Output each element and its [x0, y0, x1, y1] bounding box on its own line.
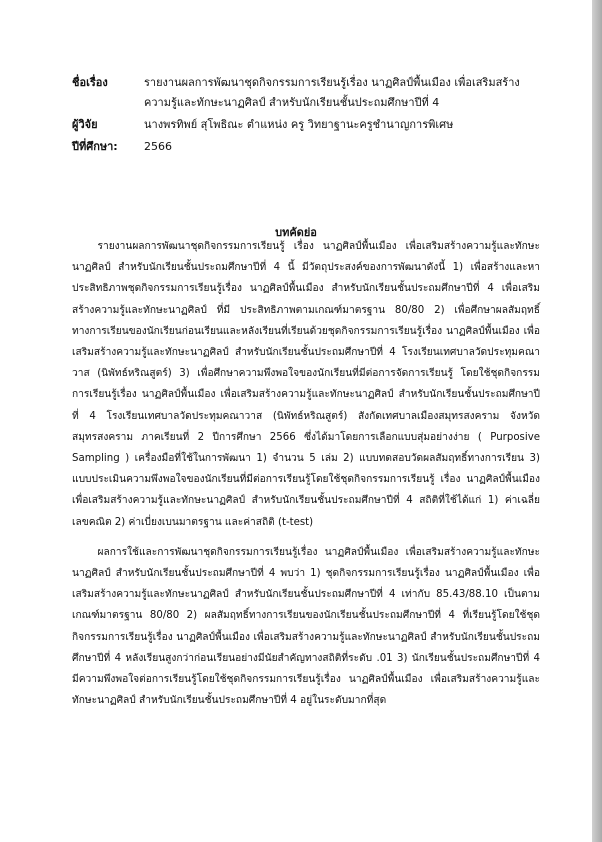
abstract-paragraph: รายงานผลการพัฒนาชุดกิจกรรมการเรียนรู้ เรื่อง นาฏศิลป์พื้นเมือง เพื่อเสริมสร้างความรู้และทักษะนาฏศิลป์ สำหรับนักเรียนชั้นประถมศึกษาปีที่ 4 นี้ มีวัตถุประสงค์ของการพัฒนาดังนี้ 1) เพื่อสร้างและหาประสิทธิภาพชุดกิจกรรมการเรียนรู้เรื่อง นาฏศิลป์พื้นเมือง สำหรับนักเรียนชั้นประถมศึกษาปีที่ 4 เพื่อเสริมสร้างความรู้และทักษะนาฏศิลป์ ที่มี ประสิทธิภาพตามเกณฑ์มาตรฐาน 80/80 2) เพื่อศึกษาผลสัมฤทธิ์ทางการเรียนของนักเรียนก่อนเรียนและหลังเรียนที่เรียนด้วยชุดกิจกรรมการเรียนรู้เรื่อง นาฏศิลป์พื้นเมือง เพื่อเสริมสร้างความรู้และทักษะนาฏศิลป์ สำหรับนักเรียนชั้นประถมศึกษาปีที่ 4 โรงเรียนเทศบาลวัดประทุมคณาวาส (นิพัทธ์หริณสูตร์) 3) เพื่อศึกษาความพึงพอใจของนักเรียนที่มีต่อการจัดการเรียนรู้ โดยใช้ชุดกิจกรรมการเรียนรู้เรื่อง นาฏศิลป์พื้นเมือง เพื่อเสริมสร้างความรู้และทักษะนาฏศิลป์ สำหรับนักเรียนชั้นประถมศึกษาปีที่ 4 โรงเรียนเทศบาลวัดประทุมคณาวาส (นิพัทธ์หริณสูตร์) สังกัดเทศบาลเมืองสมุทรสงคราม จังหวัดสมุทรสงคราม ภาคเรียนที่ 2 ปีการศึกษา 2566 ซึ่งได้มาโดยการเลือกแบบสุ่มอย่างง่าย ( Purposive Sampling ) เครื่องมือที่ใช้ในการพัฒนา 1) จำนวน 5 เล่ม 2) แบบทดสอบวัดผลสัมฤทธิ์ทางการเรียน 3) แบบประเมินความพึงพอใจของนักเรียนที่มีต่อการเรียนรู้โดยใช้ชุดกิจกรรมการเรียนรู้ เรื่อง นาฏศิลป์พื้นเมือง เพื่อเสริมสร้างความรู้และทักษะนาฏศิลป์ สำหรับนักเรียนชั้นประถมศึกษาปีที่ 4 สถิติที่ใช้ได้แก่ 1) ค่าเฉลี่ยเลขคณิต 2) ค่าเบี่ยงเบนมาตรฐาน และค่าสถิติ (t-test) [72, 241, 540, 528]
title-label: ชื่อเรื่อง [72, 76, 108, 89]
researcher-value: นางพรทิพย์ สุโพธิณะ ตำแหน่ง ครู วิทยาฐานะครูชำนาญการพิเศษ [144, 118, 454, 131]
viewer-edge [592, 0, 602, 842]
year-value: 2566 [144, 140, 172, 153]
year-row [72, 137, 542, 157]
researcher-row [72, 115, 542, 135]
year-label: ปีที่ศึกษา: [72, 140, 118, 153]
abstract-heading: บทคัดย่อ [275, 226, 317, 239]
researcher-label: ผู้วิจัย [72, 118, 98, 131]
title-value: รายงานผลการพัฒนาชุดกิจกรรมการเรียนรู้เรื่อง นาฏศิลป์พื้นเมือง เพื่อเสริมสร้างความรู้และทักษะนาฏศิลป์ สำหรับนักเรียนชั้นประถมศึกษาปีที่ 4 [144, 76, 520, 109]
title-row [72, 73, 542, 113]
abstract-body [72, 236, 540, 711]
document-metadata [72, 73, 542, 157]
abstract-paragraph: ผลการใช้และการพัฒนาชุดกิจกรรมการเรียนรู้เรื่อง นาฏศิลป์พื้นเมือง เพื่อเสริมสร้างความรู้และทักษะนาฏศิลป์ สำหรับนักเรียนชั้นประถมศึกษาปีที่ 4 พบว่า 1) ชุดกิจกรรมการเรียนรู้เรื่อง นาฏศิลป์พื้นเมือง เพื่อเสริมสร้างความรู้และทักษะนาฏศิลป์ สำหรับนักเรียนชั้นประถมศึกษาปีที่ 4 เท่ากับ 85.43/88.10 เป็นตามเกณฑ์มาตรฐาน 80/80 2) ผลสัมฤทธิ์ทางการเรียนของนักเรียนชั้นประถมศึกษาปีที่ 4 ที่เรียนรู้โดยใช้ชุดกิจกรรมการเรียนรู้เรื่อง นาฏศิลป์พื้นเมือง เพื่อเสริมสร้างความรู้และทักษะนาฏศิลป์ สำหรับนักเรียนชั้นประถมศึกษาปีที่ 4 หลังเรียนสูงกว่าก่อนเรียนอย่างมีนัยสำคัญทางสถิติที่ระดับ .01 3) นักเรียนชั้นประถมศึกษาปีที่ 4 มีความพึงพอใจต่อการเรียนรู้โดยใช้ชุดกิจกรรมการเรียนรู้เรื่อง นาฏศิลป์พื้นเมือง เพื่อเสริมสร้างความรู้และทักษะนาฏศิลป์ สำหรับนักเรียนชั้นประถมศึกษาปีที่ 4 อยู่ในระดับมากที่สุด [72, 546, 540, 707]
